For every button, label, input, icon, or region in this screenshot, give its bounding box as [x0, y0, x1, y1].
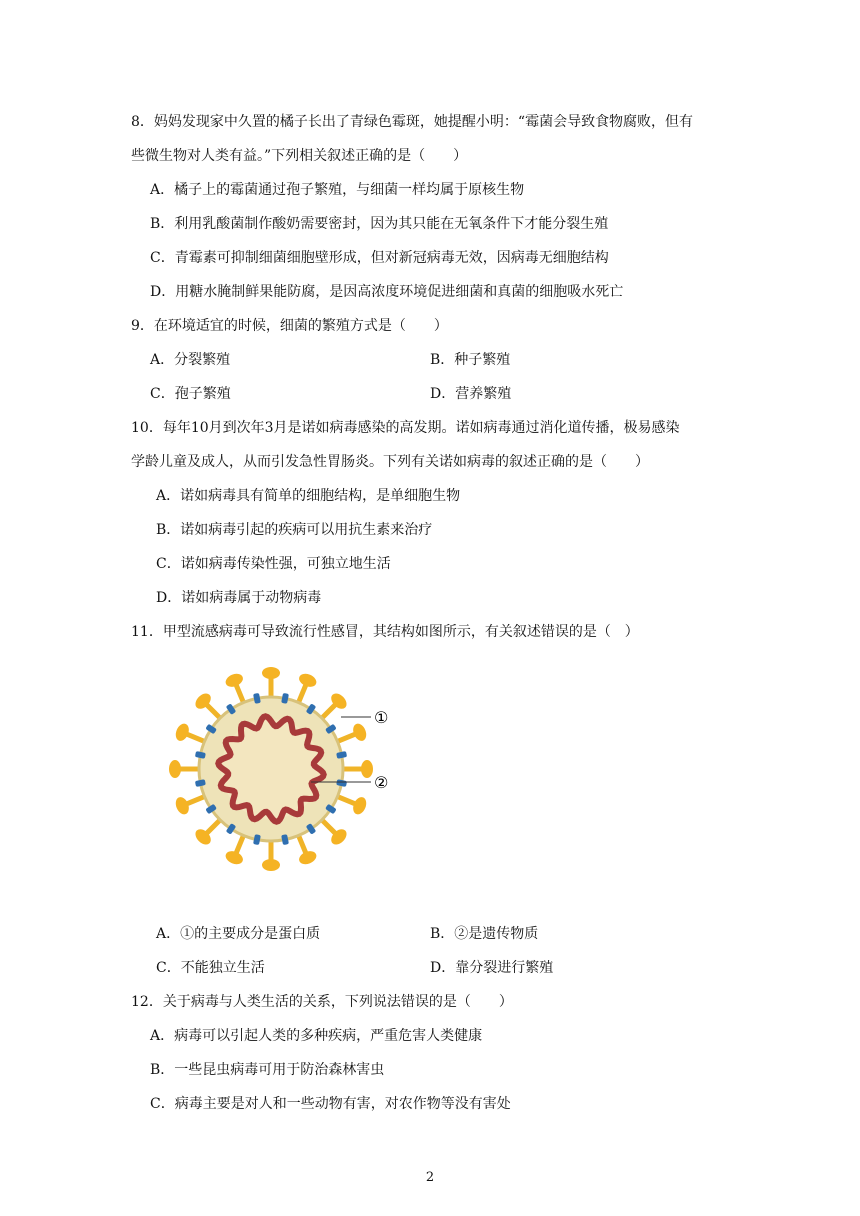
question-9-stem: 9．在环境适宜的时候，细菌的繁殖方式是（ ）: [131, 318, 448, 334]
capsid-interior: [221, 719, 321, 819]
question-8-stem-line-2: 些微生物对人类有益。”下列相关叙述正确的是（ ）: [131, 148, 468, 164]
question-10-option-b: B．诺如病毒引起的疾病可以用抗生素来治疗: [156, 522, 433, 538]
question-8-option-a: A．橘子上的霉菌通过孢子繁殖，与细菌一样均属于原核生物: [150, 182, 525, 198]
spike-head: [262, 667, 280, 679]
question-9-option-a: A．分裂繁殖: [150, 352, 231, 368]
question-12-option-a: A．病毒可以引起人类的多种疾病，严重危害人类健康: [150, 1028, 483, 1044]
question-10-stem-line-2: 学龄儿童及成人，从而引发急性胃肠炎。下列有关诺如病毒的叙述正确的是（ ）: [131, 454, 649, 470]
label-2: ②: [374, 773, 389, 792]
question-8-stem-line-1: 8．妈妈发现家中久置的橘子长出了青绿色霉斑，她提醒小明：“霉菌会导致食物腐败，但有: [131, 114, 694, 130]
question-11-option-d: D．靠分裂进行繁殖: [430, 960, 554, 976]
question-12-option-c: C．病毒主要是对人和一些动物有害，对农作物等没有害处: [150, 1096, 511, 1112]
question-11-stem: 11．甲型流感病毒可导致流行性感冒，其结构如图所示，有关叙述错误的是（ ）: [131, 624, 639, 640]
question-8-option-d: D．用糖水腌制鲜果能防腐，是因高浓度环境促进细菌和真菌的细胞吸水死亡: [150, 284, 624, 300]
spike-head: [262, 859, 280, 871]
question-12-stem: 12．关于病毒与人类生活的关系，下列说法错误的是（ ）: [131, 994, 513, 1010]
question-10-option-c: C．诺如病毒传染性强，可独立地生活: [156, 556, 391, 572]
question-10-option-d: D．诺如病毒属于动物病毒: [156, 590, 322, 606]
question-9-option-c: C．孢子繁殖: [150, 386, 231, 402]
question-9-option-b: B．种子繁殖: [430, 352, 511, 368]
question-10-stem-line-1: 10．每年10月到次年3月是诺如病毒感染的高发期。诺如病毒通过消化道传播，极易感染: [131, 420, 680, 436]
question-8-option-c: C．青霉素可抑制细菌细胞壁形成，但对新冠病毒无效，因病毒无细胞结构: [150, 250, 609, 266]
question-8-option-b: B．利用乳酸菌制作酸奶需要密封，因为其只能在无氧条件下才能分裂生殖: [150, 216, 609, 232]
question-9-option-d: D．营养繁殖: [430, 386, 512, 402]
question-12-option-b: B．一些昆虫病毒可用于防治森林害虫: [150, 1062, 385, 1078]
question-11-option-a: A．①的主要成分是蛋白质: [156, 926, 321, 942]
label-1: ①: [374, 708, 389, 727]
question-10-option-a: A．诺如病毒具有简单的细胞结构，是单细胞生物: [156, 488, 461, 504]
spike-head: [169, 760, 181, 778]
virus-diagram: [166, 664, 406, 904]
spike-head: [361, 760, 373, 778]
influenza-virus-figure: [166, 664, 406, 904]
question-11-option-c: C．不能独立生活: [156, 960, 265, 976]
page-number: 2: [425, 1170, 435, 1185]
question-11-option-b: B．②是遗传物质: [430, 926, 539, 942]
